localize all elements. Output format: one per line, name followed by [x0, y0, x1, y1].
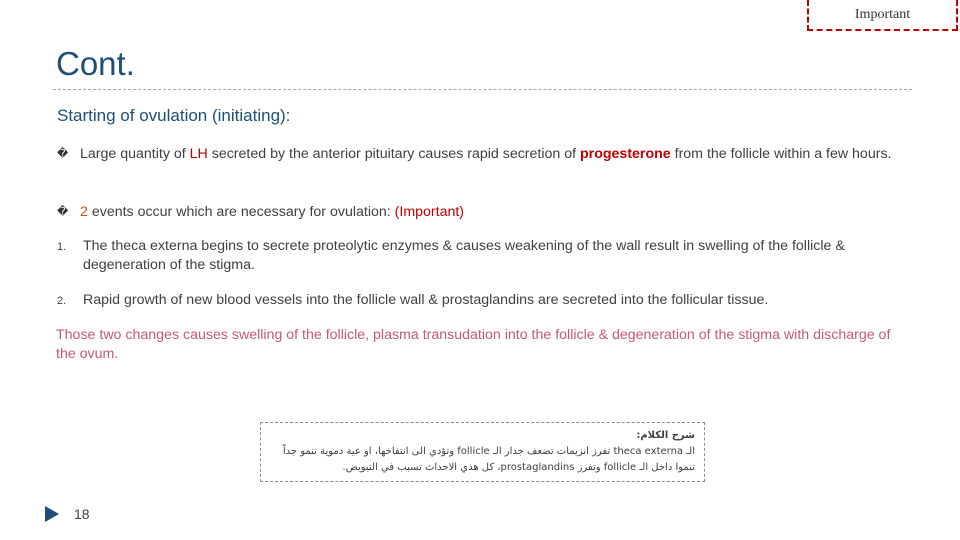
bullet-text-mid: secreted by the anterior pituitary causes rapid secretion of: [207, 146, 581, 162]
numbered-item-1: [57, 237, 917, 277]
bullet-text: [80, 145, 920, 164]
slide-title: Cont.: [56, 45, 135, 82]
bullet-text-events: events occur which are necessary for ovulation:: [87, 204, 395, 220]
footer-arrow-icon: [45, 506, 59, 522]
bullet-square-icon: �: [57, 206, 69, 218]
bullet-text-after: from the follicle within a few hours.: [670, 146, 892, 162]
slide-subheading: Starting of ovulation (initiating):: [57, 106, 291, 125]
bullet-item-events: [57, 203, 917, 223]
numbered-text: The theca externa begins to secrete proteolytic enzymes & causes weakening of the wall result in swelling of the follicle & degeneration of the stigma.: [83, 238, 845, 273]
important-badge-label: Important: [854, 6, 911, 22]
note-line-1: الـ theca externa تفرز انزيمات تضعف جدار الـ follicle وتؤدي الى انتفاخها، او عية دموية تنمو جداً: [282, 446, 695, 457]
numbered-text: Rapid growth of new blood vessels into the follicle wall & prostaglandins are secreted into the follicular tissue.: [83, 292, 769, 308]
note-line-2: تنموا داخل الـ follicle وتفرز prostaglandins، كل هذي الاحداث تسبب في التبويض.: [342, 462, 695, 473]
term-progesterone: progesterone: [580, 146, 671, 162]
important-badge: [807, 0, 958, 31]
numbered-item-2: [57, 291, 917, 311]
note-heading: شرح الكلام:: [636, 430, 695, 441]
arabic-note-box: [260, 422, 705, 482]
page-number: 18: [74, 506, 90, 522]
title-divider: [53, 89, 912, 90]
important-tag: (Important): [394, 204, 465, 220]
numbered-marker: 2.: [57, 295, 67, 307]
bullet-square-icon: �: [57, 148, 69, 160]
numbered-marker: 1.: [57, 241, 67, 253]
term-lh: LH: [189, 146, 208, 162]
bullet-item-lh: [57, 145, 917, 185]
summary-text: Those two changes causes swelling of the follicle, plasma transudation into the follicle & degeneration of the stigma with discharge of the ovum.: [56, 327, 891, 362]
events-count: 2: [80, 204, 88, 220]
bullet-text-before: Large quantity of: [80, 146, 190, 162]
bullet-text: [80, 203, 920, 222]
